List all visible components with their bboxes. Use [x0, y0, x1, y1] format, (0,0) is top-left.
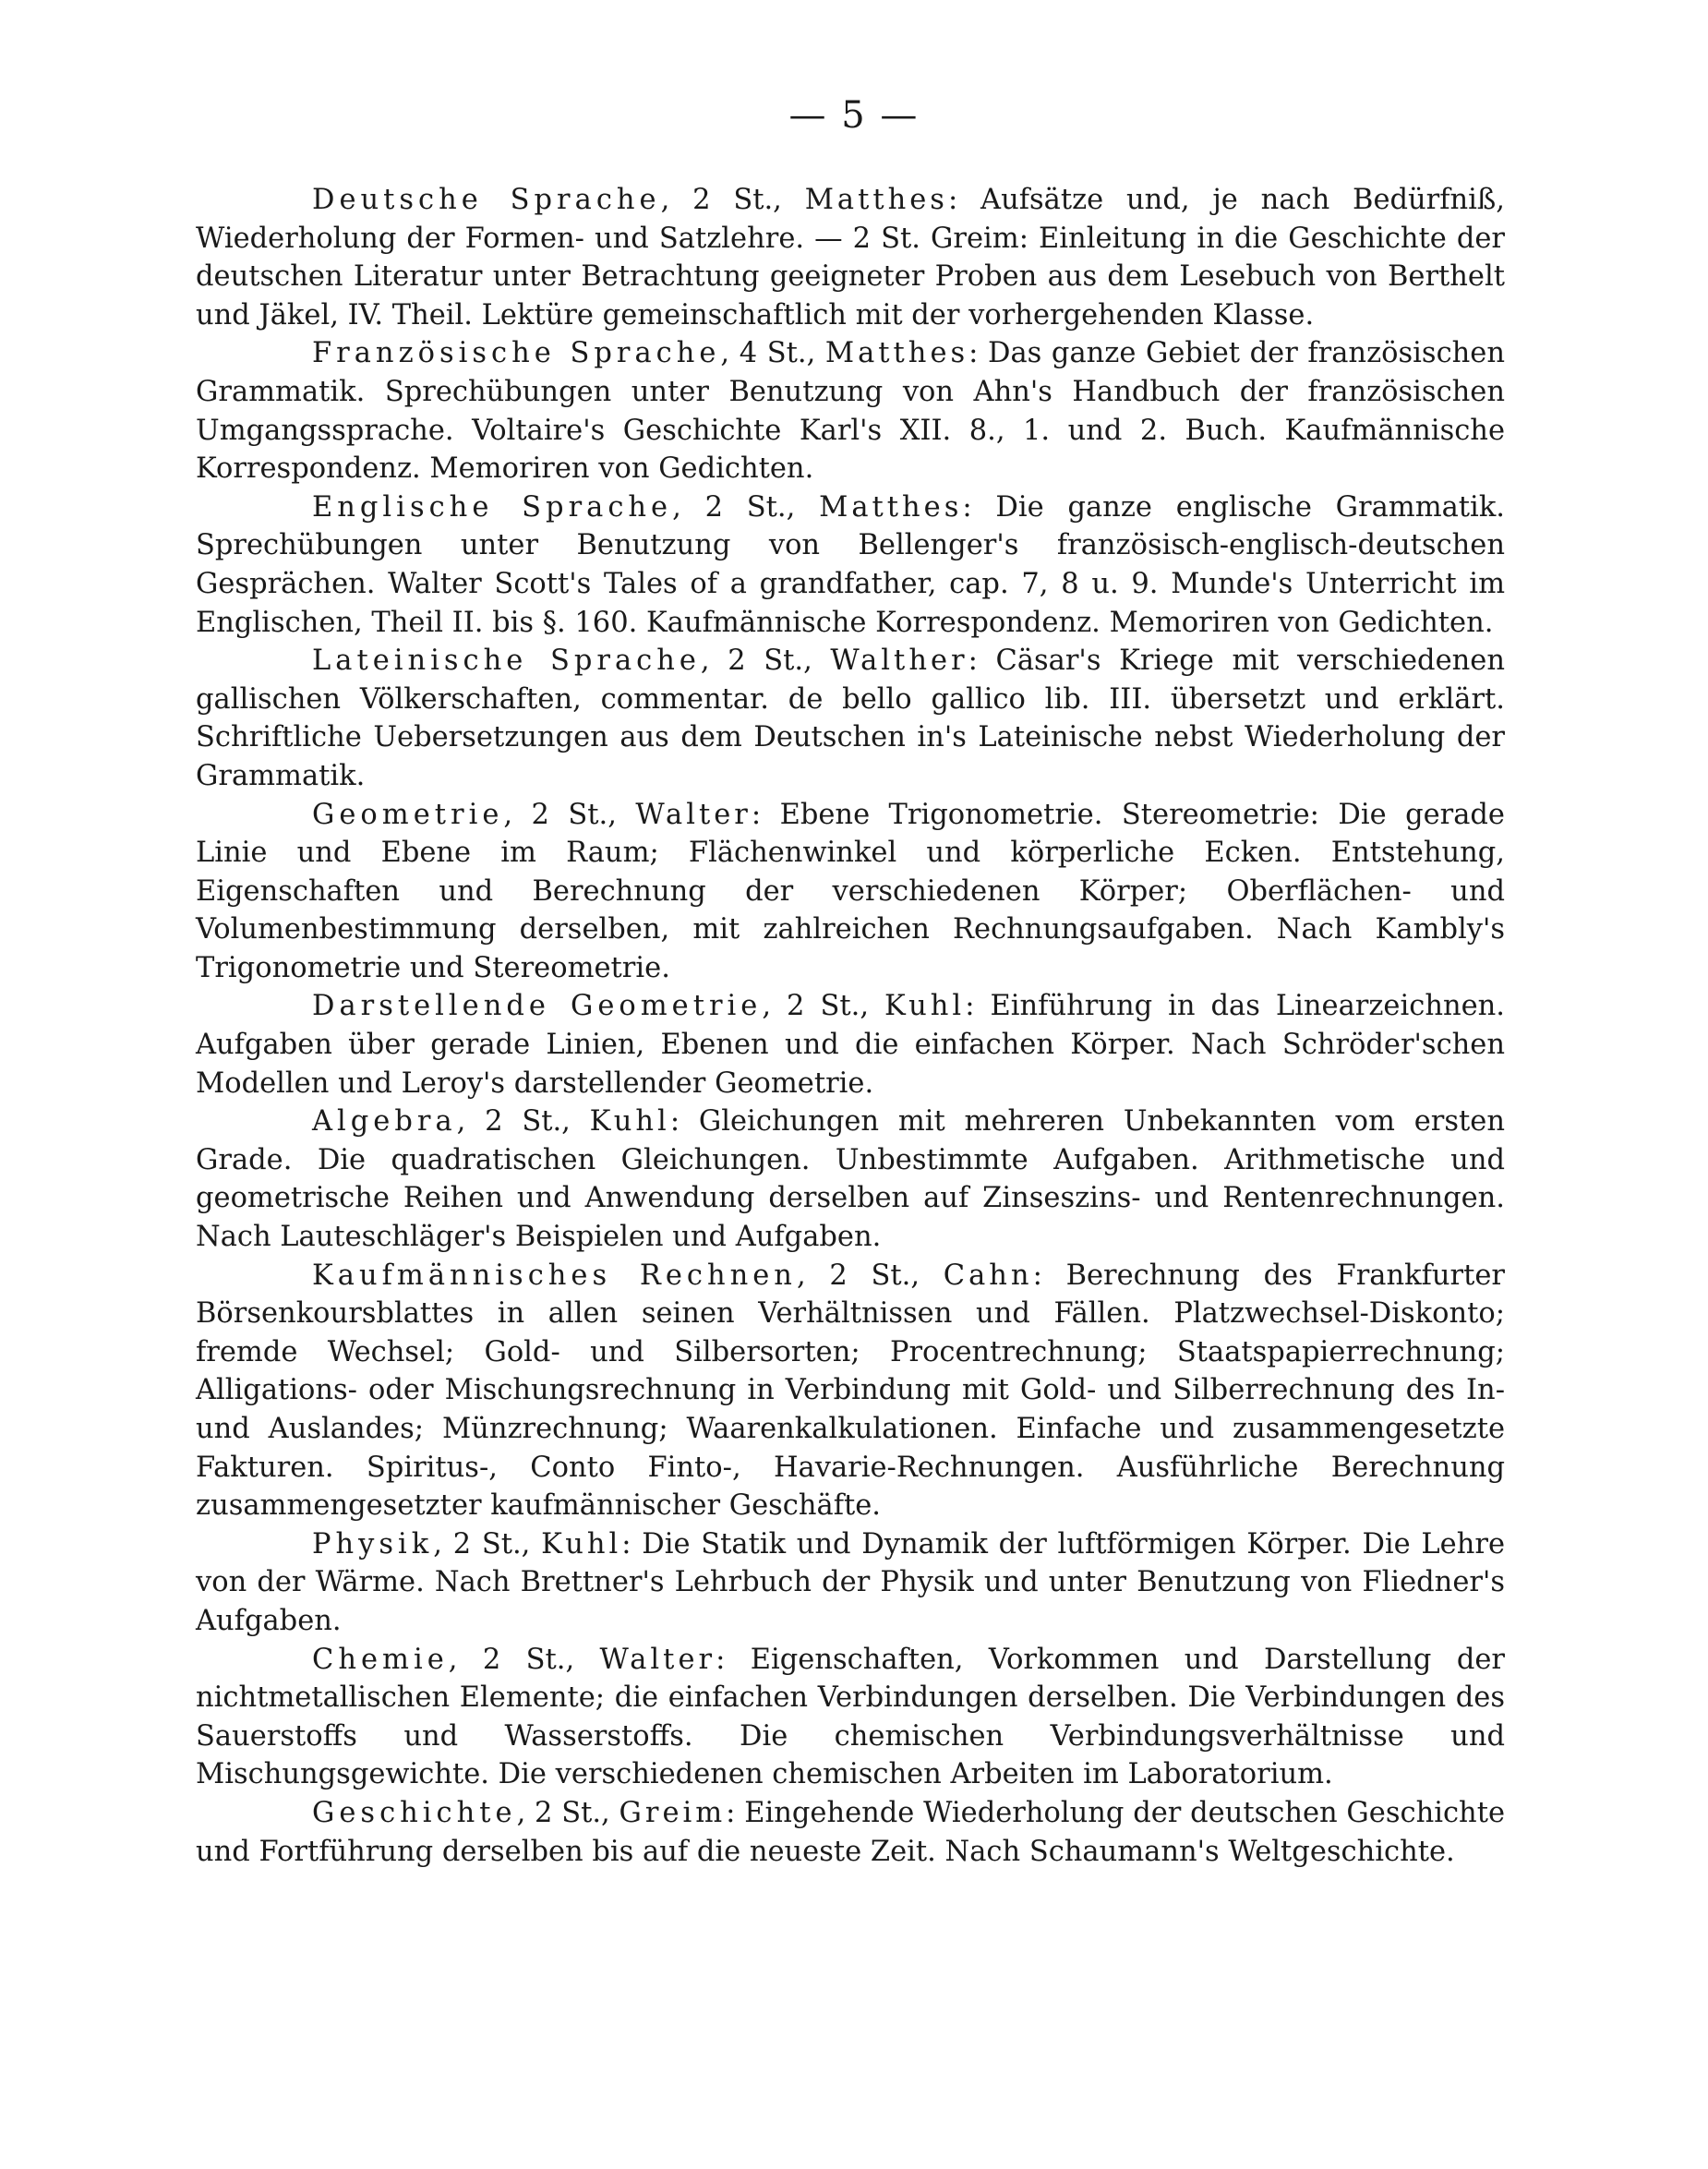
- section-text: : Einführung in das Linearzeichnen. Aufgaben über gerade Linien, Ebenen und die einfachen Körper. Nach Schröder'schen Modellen und Leroy's darstellender Geometrie.: [196, 990, 1505, 1100]
- subject-name: Geschichte: [312, 1796, 517, 1829]
- section-text: : Die Statik und Dynamik der luftförmigen Körper. Die Lehre von der Wärme. Nach Brettner's Lehrbuch der Physik und unter Benutzung von Fliedner's Aufgaben.: [196, 1527, 1506, 1637]
- hours: , 2 St.,: [762, 990, 885, 1023]
- subject-name: Kaufmännisches Rechnen: [312, 1259, 797, 1292]
- teacher-name: Walter: [599, 1643, 716, 1676]
- section-physik: [196, 1525, 1505, 1641]
- teacher-name: Walther: [830, 645, 968, 678]
- section-latein: [196, 642, 1505, 795]
- section-darstellende-geometrie: [196, 987, 1505, 1103]
- subject-name: Darstellende Geometrie: [312, 990, 763, 1023]
- section-deutsch: [196, 181, 1505, 334]
- section-franzoesisch: [196, 334, 1505, 488]
- section-text: : Ebene Trigonometrie. Stereometrie: Die gerade Linie und Ebene im Raum; Flächenwinkel und körperliche Ecken. Entstehung, Eigenschaften und Berechnung der verschiedenen Körper; Oberflächen- und Volumenbestimmung derselben, mit zahlreichen Rechnungsaufgaben. Nach Kambly's Trigonometrie und Stereometrie.: [196, 798, 1505, 984]
- hours: , 2 St.,: [433, 1527, 542, 1560]
- section-text: : Aufsätze und, je nach Bedürfniß, Wiederholung der Formen- und Satzlehre. — 2 St. Greim: Einleitung in die Geschichte der deutschen Literatur unter Betrachtung geeigneter Proben aus dem Lesebuch von Berthelt und Jäkel, IV. Theil. Lektüre gemeinschaftlich mit der vorhergehenden Klasse.: [196, 184, 1506, 331]
- section-text: : Eingehende Wiederholung der deutschen Geschichte und Fortführung derselben bis auf die neueste Zeit. Nach Schaumann's Weltgeschichte.: [196, 1796, 1505, 1868]
- hours: , 2 St.,: [660, 184, 805, 216]
- section-geschichte: [196, 1794, 1505, 1871]
- subject-name: Physik: [312, 1527, 434, 1560]
- teacher-name: Cahn: [943, 1259, 1033, 1292]
- subject-name: Französische Sprache: [312, 337, 721, 370]
- teacher-name: Walter: [635, 798, 752, 831]
- hours: , 4 St.,: [720, 337, 825, 370]
- subject-name: Englische Sprache: [312, 490, 673, 524]
- hours: , 2 St.,: [448, 1643, 600, 1676]
- section-text: : Gleichungen mit mehreren Unbekannten vom ersten Grade. Die quadratischen Gleichungen. Unbestimmte Aufgaben. Arithmetische und geometrische Reihen und Anwendung derselben auf Zinseszins- und Rentenrechnungen. Nach Lauteschläger's Beispielen und Aufgaben.: [196, 1105, 1505, 1254]
- teacher-name: Matthes: [824, 337, 969, 370]
- section-text: : Berechnung des Frankfurter Börsenkoursblattes in allen seinen Verhältnissen und Fällen. Platzwechsel-Diskonto; fremde Wechsel; Gold- und Silbersorten; Procentrechnung; Staatspapierrechnung; Alligations- oder Mischungsrechnung in Verbindung mit Gold- und Silberrechnung des In- und Auslandes; Münzrechnung; Waarenkalkulationen. Einfache und zusammengesetzte Fakturen. Spiritus-, Conto Finto-, Havarie-Rechnungen. Ausführliche Berechnung zusammengesetzter kaufmännischer Geschäfte.: [196, 1259, 1505, 1523]
- subject-name: Algebra: [312, 1105, 457, 1139]
- section-geometrie: [196, 796, 1505, 988]
- subject-name: Deutsche Sprache: [312, 184, 661, 216]
- section-text: : Das ganze Gebiet der französischen Grammatik. Sprechübungen unter Benutzung von Ahn's Handbuch der französischen Umgangssprache. Voltaire's Geschichte Karl's XII. 8., 1. und 2. Buch. Kaufmännische Korrespondenz. Memoriren von Gedichten.: [196, 337, 1505, 486]
- teacher-name: Kuhl: [541, 1527, 622, 1560]
- section-text: : Die ganze englische Grammatik. Sprechübungen unter Benutzung von Bellenger's französisch-englisch-deutschen Gesprächen. Walter Scott's Tales of a grandfather, cap. 7, 8 u. 9. Munde's Unterricht im Englischen, Theil II. bis §. 160. Kaufmännische Korrespondenz. Memoriren von Gedichten.: [196, 490, 1505, 639]
- subject-name: Chemie: [312, 1643, 449, 1676]
- hours: , 2 St.,: [456, 1105, 590, 1139]
- teacher-name: Matthes: [819, 490, 963, 524]
- teacher-name: Matthes: [804, 184, 948, 216]
- section-chemie: [196, 1641, 1505, 1794]
- subject-name: Geometrie: [312, 798, 504, 831]
- hours: , 2 St.,: [516, 1796, 619, 1829]
- section-text: : Cäsar's Kriege mit verschiedenen gallischen Völkerschaften, commentar. de bello gallico lib. III. übersetzt und erklärt. Schriftliche Uebersetzungen aus dem Deutschen in's Lateinische nebst Wiederholung der Grammatik.: [196, 645, 1505, 792]
- hours: , 2 St.,: [672, 490, 820, 524]
- section-text: : Eigenschaften, Vorkommen und Darstellung der nichtmetallischen Elemente; die einfachen Verbindungen derselben. Die Verbindungen des Sauerstoffs und Wasserstoffs. Die chemischen Verbindungsverhältnisse und Mischungsgewichte. Die verschiedenen chemischen Arbeiten im Laboratorium.: [196, 1643, 1505, 1791]
- hours: , 2 St.,: [700, 645, 831, 678]
- curriculum-text: [196, 181, 1505, 1871]
- subject-name: Lateinische Sprache: [312, 645, 701, 678]
- teacher-name: Kuhl: [884, 990, 966, 1023]
- section-englisch: [196, 488, 1505, 642]
- teacher-name: Greim: [619, 1796, 727, 1829]
- hours: , 2 St.,: [796, 1259, 944, 1292]
- page-number: — 5 —: [788, 94, 920, 137]
- hours: , 2 St.,: [503, 798, 636, 831]
- section-algebra: [196, 1103, 1505, 1256]
- teacher-name: Kuhl: [589, 1105, 670, 1139]
- section-kaufmaennisches-rechnen: [196, 1257, 1505, 1525]
